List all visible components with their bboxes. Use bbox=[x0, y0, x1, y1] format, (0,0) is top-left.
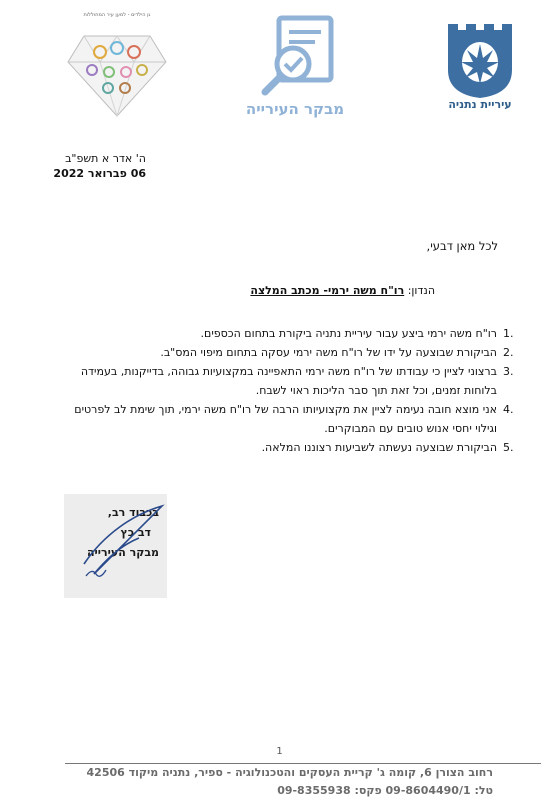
handwritten-signature-icon bbox=[64, 494, 167, 598]
list-item-text: ברצוני לציין כי עבודתו של רו"ח משה ירמי התאפיינה במקצועיות גבוהה, בדייקנות, בעמידה בלוחות זמנים, וכל זאת תוך סבר הליכות ראוי לשבח. bbox=[80, 365, 497, 397]
list-item bbox=[58, 438, 521, 457]
salutation: לכל מאן דבעי, bbox=[426, 239, 498, 253]
subject-line bbox=[250, 284, 435, 297]
footer-address: רחוב הצורן 6, קומה ג' קריית העסקים והטכנולוגיה - ספיר, נתניה מיקוד 42506 bbox=[86, 766, 493, 779]
city-caption: עיריית נתניה bbox=[448, 98, 512, 111]
list-item bbox=[58, 400, 521, 438]
list-item bbox=[58, 324, 521, 343]
hebrew-date: ה' אדר א תשפ"ב bbox=[65, 152, 146, 165]
document-magnifier-icon bbox=[235, 14, 355, 99]
gregorian-date: 06 פברואר 2022 bbox=[53, 167, 146, 180]
footer-phones: טל: 09-8604490/1 פקס: 09-8355938 bbox=[277, 784, 493, 797]
diamond-logo bbox=[62, 12, 172, 122]
list-item-number: 5. bbox=[503, 441, 514, 454]
list-item-text: הביקורת שבוצעה נעשתה לשביעות רצוננו המלאה. bbox=[261, 441, 497, 454]
city-emblem-icon bbox=[440, 18, 520, 98]
signature-name: דב כץ bbox=[120, 526, 151, 539]
list-item-number: 2. bbox=[503, 346, 514, 359]
auditor-logo bbox=[235, 14, 355, 124]
subject-label: הנדון: bbox=[407, 284, 435, 297]
auditor-caption: מבקר העירייה bbox=[245, 100, 345, 118]
diamond-icon bbox=[62, 12, 172, 122]
list-item bbox=[58, 343, 521, 362]
letter-body-list bbox=[58, 324, 521, 457]
signature-closing: בכבוד רב, bbox=[107, 506, 159, 519]
list-item-number: 3. bbox=[503, 365, 514, 378]
list-item-text: הביקורת שבוצעה על ידו של רו"ח משה ירמי עסקה בתחום מיפוי המס"ב. bbox=[160, 346, 497, 359]
signature-title: מבקר העירייה bbox=[87, 546, 159, 559]
subject-title: רו"ח משה ירמי- מכתב המלצה bbox=[250, 284, 405, 297]
page-number: 1 bbox=[276, 746, 283, 757]
netanya-city-logo bbox=[440, 18, 520, 118]
list-item-text: רו"ח משה ירמי ביצע עבור עיריית נתניה ביקורת בתחום הכספים. bbox=[200, 327, 497, 340]
footer-divider bbox=[65, 763, 541, 764]
list-item-text: אני מוצא חובה נעימה לציין את מקצועיותו הרבה של רו"ח משה ירמי, תוך שימת לב לפרטים וגילוי יחסי אנוש טובים עם המבוקרים. bbox=[74, 403, 497, 435]
list-item-number: 4. bbox=[503, 403, 514, 416]
list-item-number: 1. bbox=[503, 327, 514, 340]
diamond-logo-caption: גן הילדים - למען עיר המחוללות bbox=[83, 12, 151, 18]
signature-block bbox=[64, 494, 167, 598]
list-item bbox=[58, 362, 521, 400]
